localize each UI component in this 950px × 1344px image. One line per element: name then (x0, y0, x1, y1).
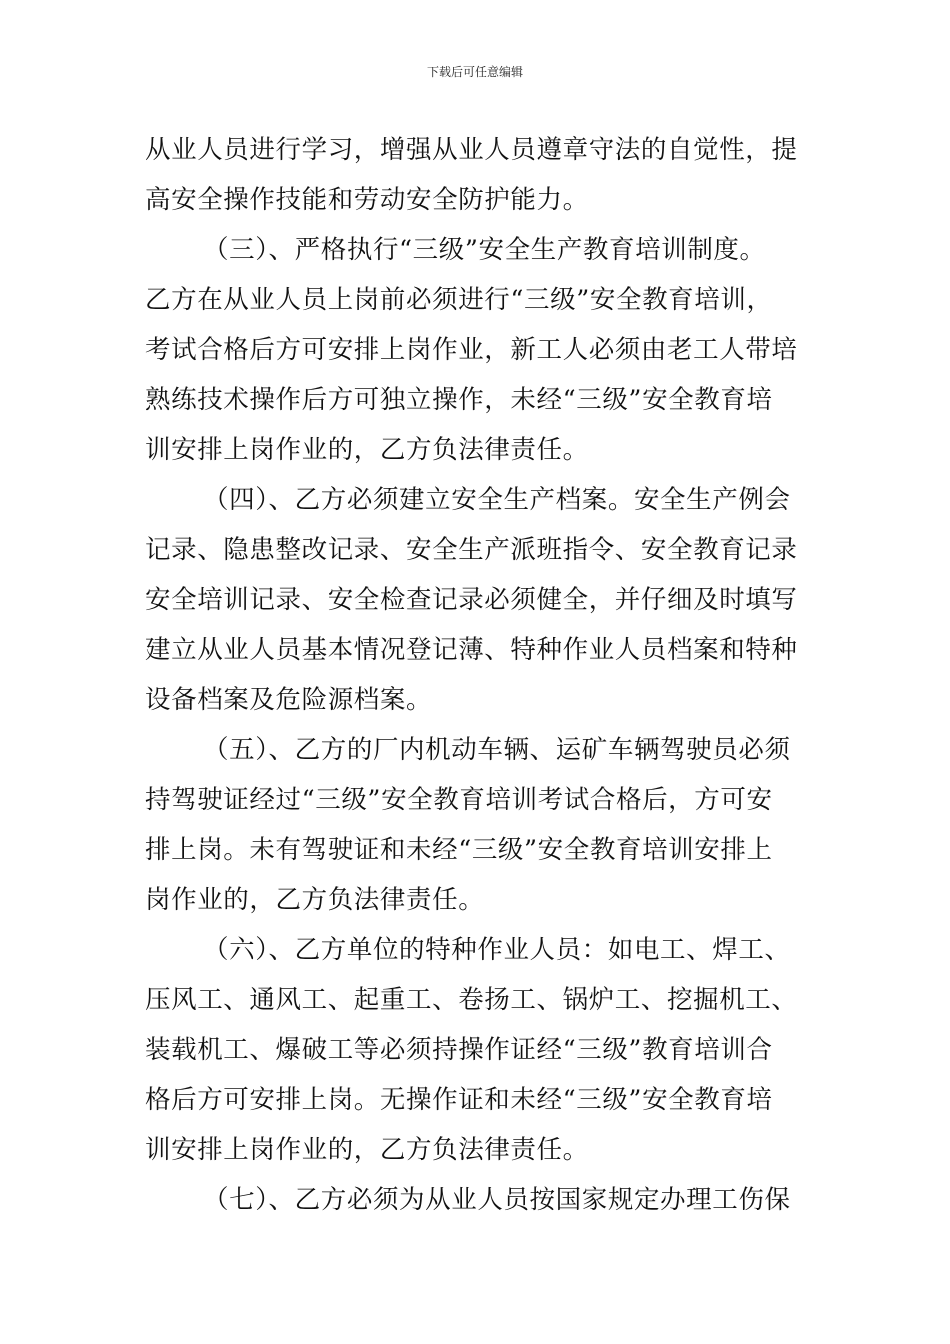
text-line: 岗作业的，乙方负法律责任。 (145, 885, 485, 915)
text-line: 训安排上岗作业的，乙方负法律责任。 (145, 1135, 589, 1165)
paragraph-start-line: （五）、乙方的厂内机动车辆、运矿车辆驾驶员必须 (203, 735, 791, 765)
document-body (145, 125, 815, 1225)
text-line: 高安全操作技能和劳动安全防护能力。 (145, 185, 589, 215)
text-line: 装载机工、爆破工等必须持操作证经“三级”教育培训合 (145, 1035, 773, 1065)
paragraph-start-line: （七）、乙方必须为从业人员按国家规定办理工伤保 (203, 1185, 791, 1215)
text-line: 持驾驶证经过“三级”安全教育培训考试合格后，方可安 (145, 785, 773, 815)
text-line: 压风工、通风工、起重工、卷扬工、锅炉工、挖掘机工、 (145, 985, 798, 1015)
text-line: 建立从业人员基本情况登记薄、特种作业人员档案和特种 (145, 635, 798, 665)
text-line: 训安排上岗作业的，乙方负法律责任。 (145, 435, 589, 465)
text-line: 格后方可安排上岗。无操作证和未经“三级”安全教育培 (145, 1085, 773, 1115)
text-line: 安全培训记录、安全检查记录必须健全，并仔细及时填写 (145, 585, 798, 615)
text-line: 设备档案及危险源档案。 (145, 685, 433, 715)
text-line: 从业人员进行学习，增强从业人员遵章守法的自觉性，提 (145, 135, 798, 165)
page-header: 下载后可任意编辑 (426, 65, 523, 79)
text-line: 乙方在从业人员上岗前必须进行“三级”安全教育培训， (145, 285, 773, 315)
paragraph-start-line: （六）、乙方单位的特种作业人员：如电工、焊工、 (203, 935, 791, 965)
paragraph-start-line: （四）、乙方必须建立安全生产档案。安全生产例会 (203, 485, 791, 515)
text-line: 熟练技术操作后方可独立操作，未经“三级”安全教育培 (145, 385, 773, 415)
text-line: 记录、隐患整改记录、安全生产派班指令、安全教育记录 (145, 535, 798, 565)
paragraph-start-line: （三）、严格执行“三级”安全生产教育培训制度。 (203, 235, 766, 265)
text-line: 排上岗。未有驾驶证和未经“三级”安全教育培训安排上 (145, 835, 773, 865)
text-line: 考试合格后方可安排上岗作业，新工人必须由老工人带培 (145, 335, 798, 365)
